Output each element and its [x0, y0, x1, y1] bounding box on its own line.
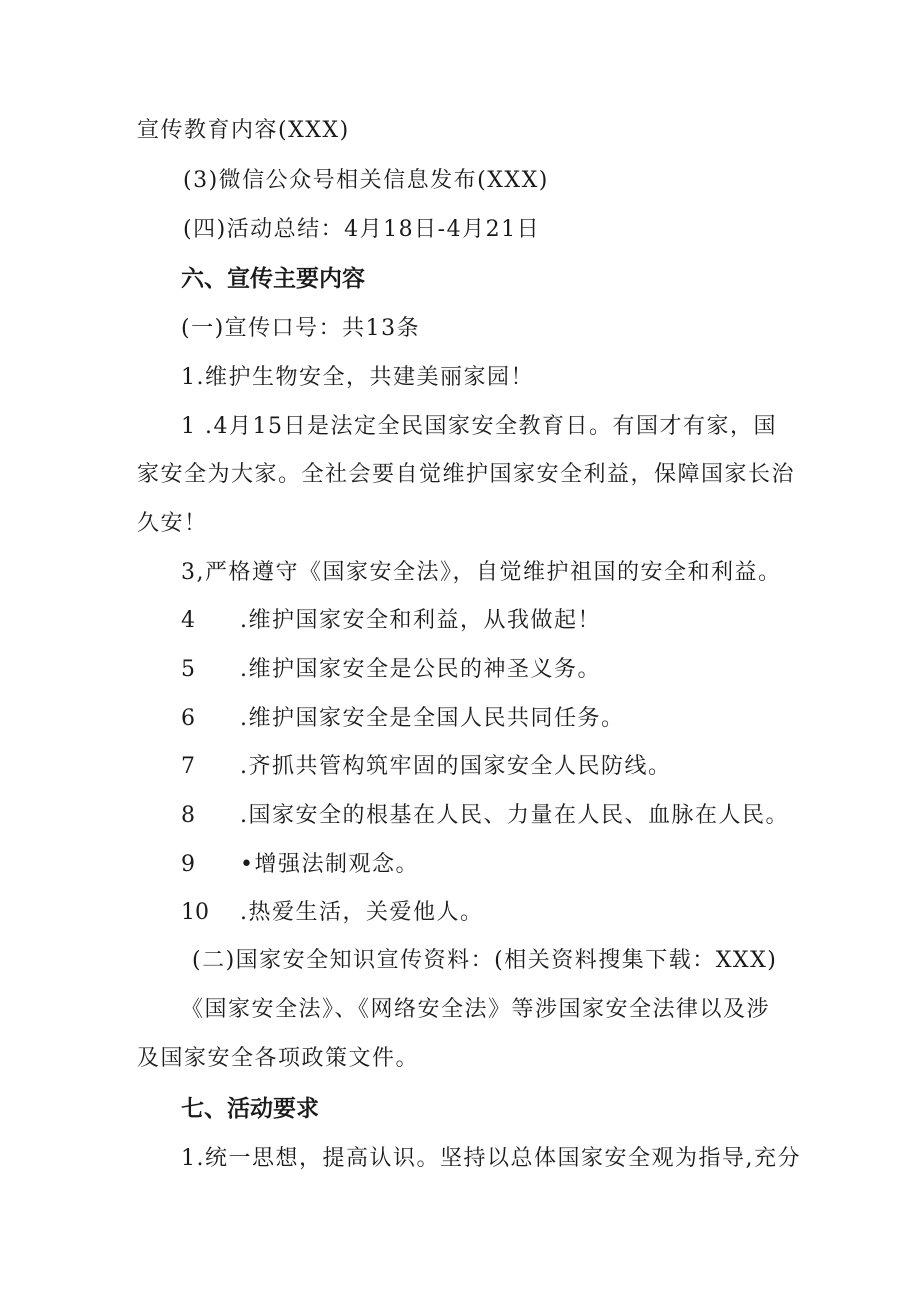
slogan-line: 1.维护生物安全，共建美丽家园！ [181, 365, 534, 390]
slogan-text: .维护国家安全和利益，从我做起！ [240, 608, 601, 633]
slogan-number: 7 [181, 754, 195, 779]
slogan-line: 3,严格遵守《国家安全法》，自觉维护祖国的安全和利益。 [181, 560, 782, 585]
section-heading-seven: 七、活动要求 [181, 1096, 319, 1122]
slogan-text: .维护国家安全是全国人民共同任务。 [240, 706, 625, 731]
slogan-text: .齐抓共管构筑牢固的国家安全人民防线。 [240, 754, 672, 779]
slogan-text: .热爱生活，关爱他人。 [240, 900, 484, 925]
slogan-number: 5 [181, 657, 195, 682]
slogan-number: 8 [181, 803, 195, 828]
section-heading-six: 六、宣传主要内容 [181, 266, 365, 292]
slogan-number: 4 [181, 608, 195, 633]
paragraph-line: 宣传教育内容(XXX) [137, 118, 350, 143]
paragraph-line: (3)微信公众号相关信息发布(XXX) [183, 168, 549, 193]
slogan-number: 10 [181, 900, 209, 925]
paragraph-line: (二)国家安全知识宣传资料：(相关资料搜集下载：XXX) [192, 948, 778, 973]
slogan-text: .维护国家安全是公民的神圣义务。 [240, 657, 601, 682]
paragraph-line: 《国家安全法》、《网络安全法》等涉国家安全法律以及涉 [181, 997, 771, 1022]
slogan-line: 1 .4月15日是法定全民国家安全教育日。有国才有家，国 [181, 414, 777, 439]
slogan-text: .国家安全的根基在人民、力量在人民、血脉在人民。 [240, 803, 789, 828]
paragraph-line: (一)宣传口号：共13条 [181, 316, 421, 341]
paragraph-line: 1.统一思想，提高认识。坚持以总体国家安全观为指导,充分 [181, 1146, 801, 1171]
slogan-line: 久安！ [137, 511, 208, 536]
paragraph-line: (四)活动总结：4月18日-4月21日 [183, 217, 541, 242]
slogan-number: 6 [181, 706, 195, 731]
paragraph-line: 及国家安全各项政策文件。 [137, 1046, 420, 1071]
slogan-text: •增强法制观念。 [240, 852, 419, 877]
slogan-number: 9 [181, 852, 195, 877]
slogan-line: 家安全为大家。全社会要自觉维护国家安全利益，保障国家长治 [137, 462, 796, 487]
